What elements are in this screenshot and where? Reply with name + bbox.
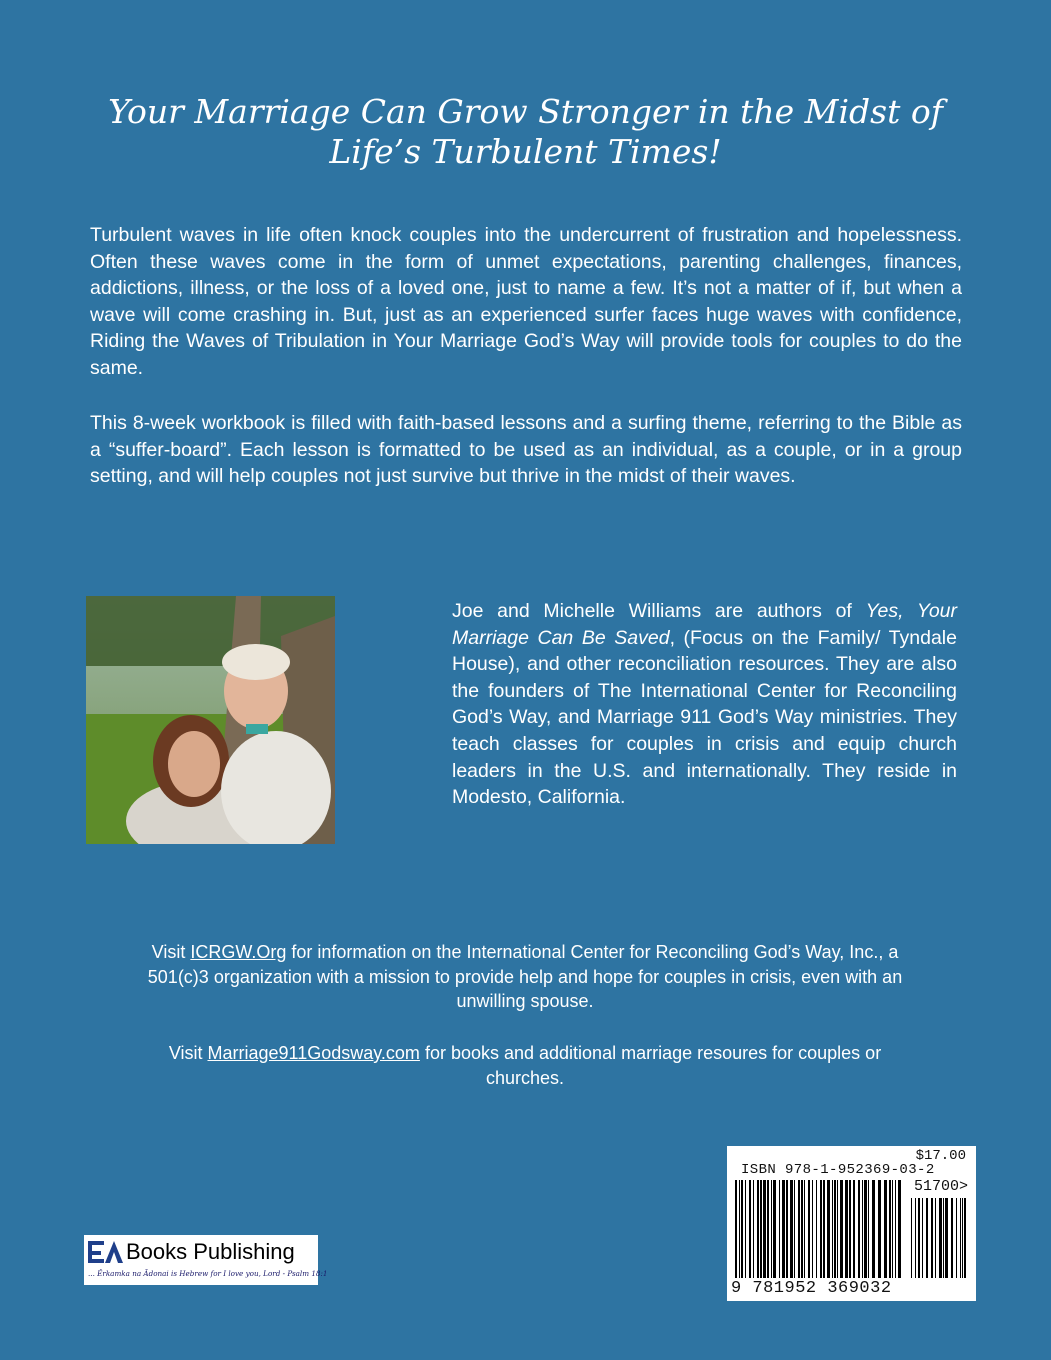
barcode-bar bbox=[853, 1180, 855, 1278]
author-bio bbox=[452, 598, 957, 811]
publisher-ea-logo-icon bbox=[88, 1239, 124, 1267]
barcode-bar bbox=[878, 1180, 881, 1278]
barcode-bar bbox=[960, 1198, 961, 1278]
barcode-bar bbox=[889, 1180, 891, 1278]
barcode-bar bbox=[864, 1180, 867, 1278]
barcode-bar bbox=[773, 1180, 776, 1278]
marriage911-link[interactable]: Marriage911Godsway.com bbox=[207, 1043, 420, 1063]
barcode-bar bbox=[964, 1198, 966, 1278]
publisher-logo bbox=[84, 1235, 328, 1285]
barcode-bar bbox=[749, 1180, 751, 1278]
barcode-price: $17.00 bbox=[915, 1148, 966, 1164]
barcode-bar bbox=[849, 1180, 851, 1278]
barcode-bar bbox=[931, 1198, 933, 1278]
author-photo bbox=[86, 596, 335, 844]
barcode-bar bbox=[951, 1198, 953, 1278]
barcode-bar bbox=[804, 1180, 805, 1278]
barcode-addon: 51700> bbox=[913, 1178, 968, 1195]
barcode-bar bbox=[962, 1198, 963, 1278]
barcode-bar bbox=[935, 1198, 936, 1278]
barcode-bar bbox=[926, 1198, 928, 1278]
barcode-bar bbox=[832, 1180, 833, 1278]
barcode-digits: 9 781952 369032 bbox=[731, 1279, 892, 1298]
headline-line-1: Your Marriage Can Grow Stronger in the Midst of bbox=[108, 92, 943, 131]
barcode-bar bbox=[816, 1180, 817, 1278]
barcode-bar bbox=[922, 1198, 923, 1278]
barcode-bar bbox=[956, 1198, 957, 1278]
barcode-bar bbox=[741, 1180, 743, 1278]
visit-marriage911-suffix: for books and additional marriage resoures for couples or churches. bbox=[419, 1043, 882, 1088]
barcode-bar bbox=[760, 1180, 762, 1278]
author-bio-rest: , (Focus on the Family/ Tyndale House), and other reconciliation resources. They are also the founders of The International Center for Reconciling God’s Way, and Marriage 911 God’s Way ministries. They teach classes for couples in crisis and equip church leaders in the U.S. and internationally. They reside in Modesto, California. bbox=[452, 626, 957, 809]
barcode-bar bbox=[767, 1180, 769, 1278]
barcode-bar bbox=[840, 1180, 843, 1278]
publisher-tagline: ... Ěrkamka na Ădonai is Hebrew for I love you, Lord - Psalm 18:1 bbox=[88, 1269, 328, 1278]
visit-icrgw bbox=[140, 940, 910, 1014]
barcode-bar bbox=[820, 1180, 822, 1278]
barcode-bar bbox=[790, 1180, 793, 1278]
barcode-bar bbox=[892, 1180, 893, 1278]
barcode-bar bbox=[884, 1180, 887, 1278]
barcode-isbn: ISBN 978-1-952369-03-2 bbox=[741, 1162, 935, 1178]
barcode-bar bbox=[786, 1180, 788, 1278]
barcode-bar bbox=[834, 1180, 836, 1278]
barcode-bars bbox=[735, 1180, 970, 1278]
barcode-bar bbox=[827, 1180, 830, 1278]
barcode-bar bbox=[745, 1180, 746, 1278]
barcode-bar bbox=[918, 1198, 920, 1278]
headline bbox=[60, 92, 991, 172]
barcode-bar bbox=[763, 1180, 766, 1278]
barcode-bar bbox=[735, 1180, 737, 1278]
icrgw-link[interactable]: ICRGW.Org bbox=[190, 942, 287, 962]
barcode-bar bbox=[911, 1198, 912, 1278]
barcode-bar bbox=[782, 1180, 785, 1278]
barcode-bar bbox=[895, 1180, 896, 1278]
barcode-bar bbox=[794, 1180, 795, 1278]
description-paragraph-1: Turbulent waves in life often knock couples into the undercurrent of frustration and hopelessness. Often these waves come in the form of unmet expectations, parenting challenges, finances, addictions, illness, or the loss of a loved one, just to name a few. It’s not a matter of if, but when a wave will come crashing in. But, just as an experienced surfer faces huge waves with confidence, Riding the Waves of Tribulation in Your Marriage God’s Way will provide tools for couples to do the same. bbox=[90, 224, 962, 379]
author-bio-book-title: Yes, Your Marriage Can Be Saved bbox=[452, 600, 957, 649]
barcode-bar bbox=[757, 1180, 759, 1278]
headline-line-2: Life’s Turbulent Times! bbox=[329, 132, 722, 171]
barcode-bar bbox=[872, 1180, 875, 1278]
barcode-bar bbox=[739, 1180, 740, 1278]
barcode-bar bbox=[798, 1180, 800, 1278]
barcode-bar bbox=[753, 1180, 754, 1278]
isbn-barcode bbox=[727, 1146, 976, 1301]
barcode-bar bbox=[771, 1180, 772, 1278]
barcode-bar bbox=[862, 1180, 863, 1278]
barcode-bar bbox=[845, 1180, 848, 1278]
author-bio-intro: Joe and Michelle Williams are authors of bbox=[452, 600, 866, 622]
barcode-bar bbox=[939, 1198, 942, 1278]
publisher-name: Books Publishing bbox=[126, 1239, 295, 1264]
barcode-bar bbox=[812, 1180, 813, 1278]
barcode-bar bbox=[945, 1198, 948, 1278]
barcode-bar bbox=[779, 1180, 780, 1278]
barcode-bar bbox=[868, 1180, 869, 1278]
barcode-bar bbox=[823, 1180, 825, 1278]
barcode-bar bbox=[898, 1180, 901, 1278]
barcode-bar bbox=[858, 1180, 860, 1278]
description-paragraph-2: This 8-week workbook is filled with faith-based lessons and a surfing theme, referring to the Bible as a “suffer-board”. Each lesson is formatted to be used as an individual, as a couple, or in a group setting, and will help couples not just survive but thrive in the midst of their waves. bbox=[90, 412, 962, 487]
barcode-bar bbox=[915, 1198, 916, 1278]
barcode-bar bbox=[801, 1180, 803, 1278]
visit-marriage911-prefix: Visit bbox=[168, 1043, 208, 1063]
barcode-bar bbox=[943, 1198, 944, 1278]
visit-marriage911 bbox=[140, 1041, 910, 1090]
barcode-bar bbox=[808, 1180, 810, 1278]
visit-icrgw-prefix: Visit bbox=[151, 942, 191, 962]
visit-icrgw-suffix: for information on the International Center for Reconciling God’s Way, Inc., a 501(c)3 organization with a mission to provide help and hope for couples in crisis, even with an unwilling spouse. bbox=[147, 942, 903, 1011]
barcode-bar bbox=[837, 1180, 838, 1278]
